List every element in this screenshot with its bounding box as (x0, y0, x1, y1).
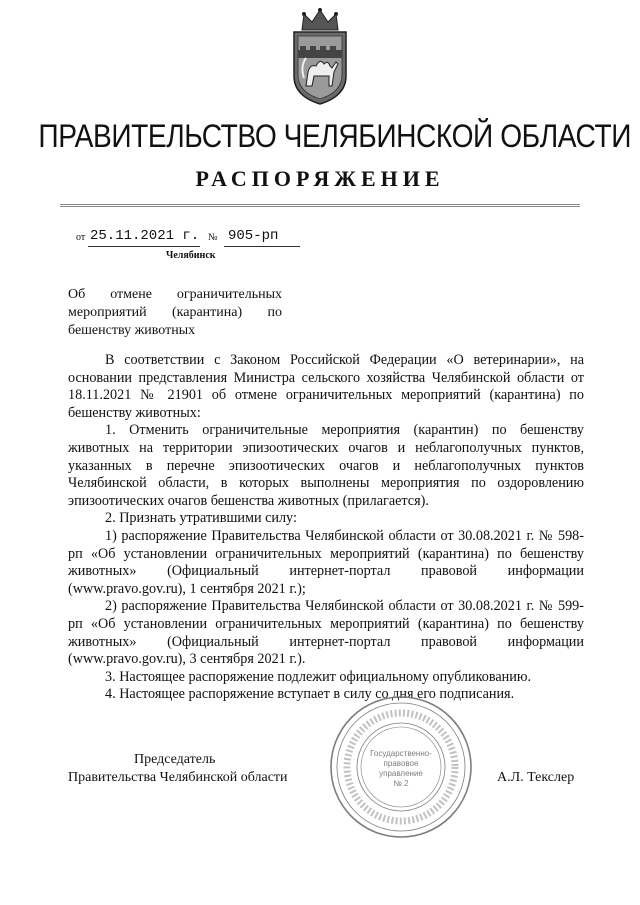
seal-text-2: правовое (383, 759, 419, 768)
header-rule-2 (60, 206, 580, 207)
date-underline (88, 246, 200, 247)
government-title: ПРАВИТЕЛЬСТВО ЧЕЛЯБИНСКОЙ ОБЛАСТИ (38, 118, 632, 154)
document-number: 905-рп (228, 228, 279, 244)
clause-2-item-2: 2) распоряжение Правительства Челябинской области от 30.08.2021 г. № 599-рп «Об установлении ограничительных мероприятий (карантина) по бешенству животных» (Официальный интернет-портал правовой информации (www.pravo.gov.ru), 3 сентября 2021 г.). (68, 598, 584, 668)
preamble-paragraph: В соответствии с Законом Российской Федерации «О ветеринарии», на основании представления Министра сельского хозяйства Челябинской области от 18.11.2021 № 21901 об отмене ограничительных мероприятий (карантина) по бешенству животных: (68, 352, 584, 421)
date-label: от (76, 232, 86, 243)
clause-2: 2. Признать утратившими силу: (105, 510, 297, 527)
seal-text-4: № 2 (393, 779, 409, 788)
number-label: № (208, 232, 218, 243)
document-subject (68, 286, 282, 340)
signatory-position-line2: Правительства Челябинской области (68, 770, 288, 785)
document-type: РАСПОРЯЖЕНИЕ (195, 166, 445, 191)
subject-text: Об отмене ограничительных мероприятий (карантина) по бешенству животных (68, 287, 282, 338)
official-seal (328, 694, 474, 840)
document-body (68, 352, 584, 704)
header-rule (60, 204, 580, 205)
signatory-name: А.Л. Текслер (497, 770, 575, 785)
coat-of-arms-icon (284, 6, 356, 106)
seal-text-3: управление (379, 769, 423, 778)
clause-1: 1. Отменить ограничительные мероприятия (карантин) по бешенству животных на территории эпизоотических очагов и неблагополучных пунктов, указанных в перечне эпизоотических очагов и неблагополучных пунктов Челябинской области, в которых выполнены мероприятия по оздоровлению эпизоотических очагов бешенства животных (прилагается). (68, 422, 584, 509)
seal-text-1: Государственно- (370, 749, 432, 758)
clause-4: 4. Настоящее распоряжение вступает в силу со дня его подписания. (105, 686, 515, 703)
clause-3: 3. Настоящее распоряжение подлежит официальному опубликованию. (105, 668, 532, 685)
number-underline (224, 246, 300, 247)
document-date: 25.11.2021 г. (90, 228, 200, 244)
signatory-position-line1: Председатель (134, 752, 216, 767)
city: Челябинск (166, 250, 216, 261)
clause-2-item-1: 1) распоряжение Правительства Челябинской области от 30.08.2021 г. № 598-рп «Об установлении ограничительных мероприятий (карантина) по бешенству животных» (Официальный интернет-портал правовой информации (www.pravo.gov.ru), 1 сентября 2021 г.); (68, 527, 584, 597)
